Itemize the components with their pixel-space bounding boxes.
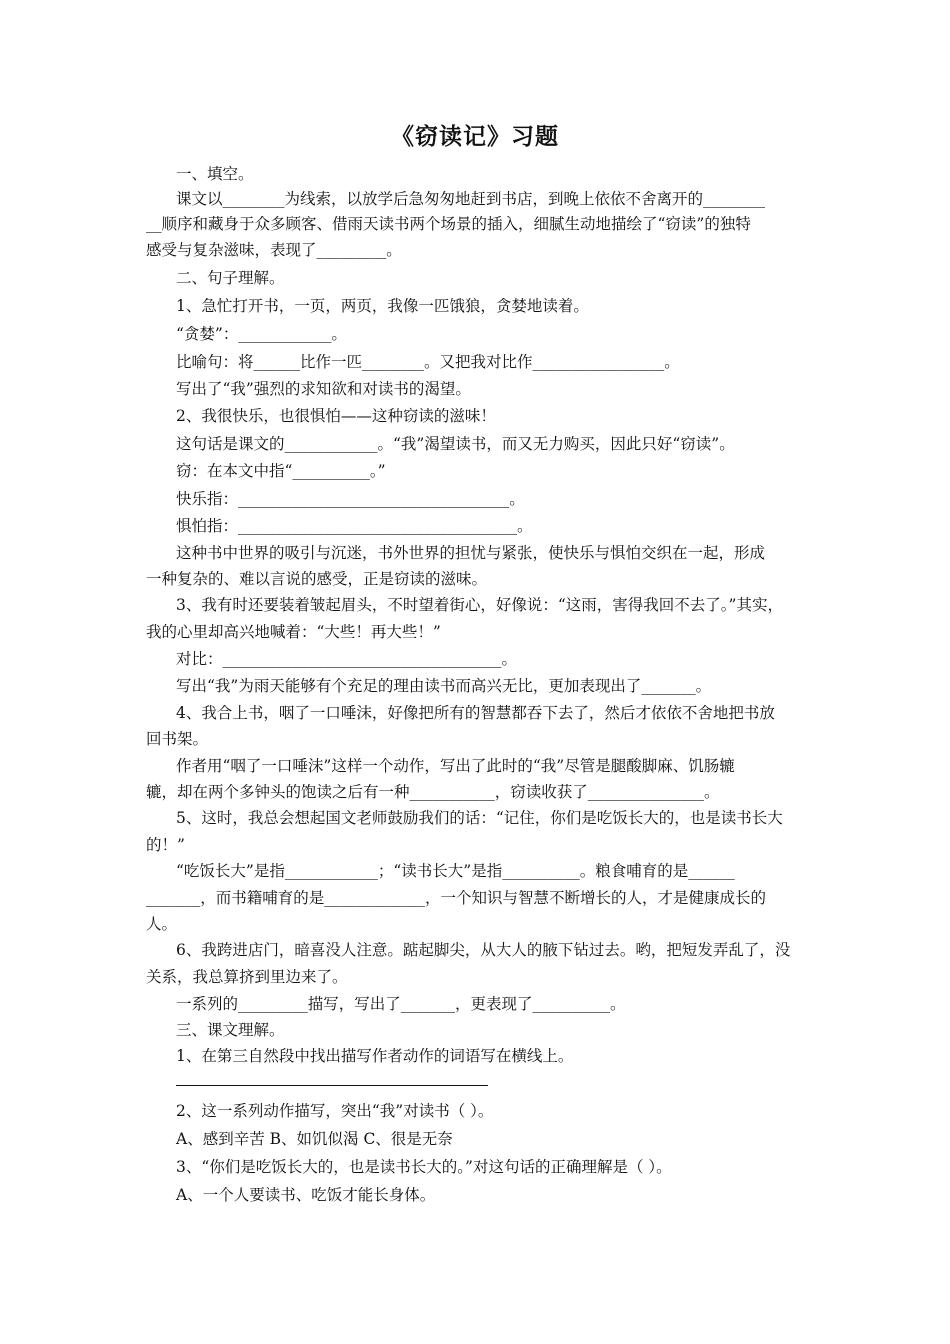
text-line: 这句话是课文的____________。“我”渴望读书，而又无力购买，因此只好“窃读”。: [176, 435, 735, 453]
question-line: 2、我很快乐，也很惧怕——这种窃读的滋味！: [176, 407, 496, 425]
question-line: 4、我合上书，咽了一口唾沫，好像把所有的智慧都吞下去了，然后才依依不舍地把书放: [176, 704, 775, 722]
text-line: _______，而书籍哺育的是_____________，一个知识与智慧不断增长的人，才是健康成长的: [146, 889, 767, 907]
text-line: 这种书中世界的吸引与沉迷，书外世界的担忧与紧张，使快乐与惧怕交织在一起，形成: [176, 544, 766, 562]
text-line: 一种复杂的、难以言说的感受，正是窃读的滋味。: [146, 570, 488, 588]
question-line: 1、急忙打开书，一页，两页，我像一匹饿狼，贪婪地读着。: [176, 297, 589, 315]
text-line: 比喻句：将______比作一匹________。又把我对比作_________________。: [176, 353, 680, 371]
question-line: 3、我有时还要装着皱起眉头，不时望着街心，好像说：“这雨，害得我回不去了。”其实，: [176, 596, 783, 614]
section-heading: 二、句子理解。: [176, 269, 285, 287]
question-line: 2、这一系列动作描写，突出“我”对读书（ ）。: [176, 1102, 494, 1120]
section-heading: 一、填空。: [176, 165, 254, 183]
text-line: 辘，却在两个多钟头的饱读之后有一种___________，窃读收获了_______________。: [146, 783, 720, 801]
text-line: 课文以________为线索，以放学后急匆匆地赶到书店，到晚上依依不舍离开的________: [176, 190, 766, 208]
text-line: 快乐指：___________________________________。: [176, 490, 525, 508]
text-line: 对比：____________________________________。: [176, 650, 518, 668]
answer-option: A、一个人要读书、吃饭才能长身体。: [176, 1186, 436, 1204]
text-line: 一系列的_________描写，写出了_______，更表现了__________。: [176, 995, 626, 1013]
text-line: 惧怕指：____________________________________。: [176, 517, 533, 535]
question-line: 1、在第三自然段中找出描写作者动作的词语写在横线上。: [176, 1047, 574, 1065]
question-line: 3、“你们是吃饭长大的，也是读书长大的。”对这句话的正确理解是（ ）。: [176, 1158, 672, 1176]
page-title: 《窃读记》习题: [391, 123, 559, 150]
text-line: 感受与复杂滋味，表现了_________。: [146, 241, 402, 259]
text-line: 作者用“咽了一口唾沫”这样一个动作，写出了此时的“我”尽管是腿酸脚麻、饥肠辘: [176, 757, 735, 775]
answer-options: A、感到辛苦 B、如饥似渴 C、很是无奈: [176, 1130, 453, 1148]
text-line: 的！”: [146, 836, 185, 854]
text-line: __顺序和藏身于众多顾客、借雨天读书两个场景的插入，细腻生动地描绘了“窃读”的独特: [146, 215, 751, 233]
text-line: “贪婪”：____________。: [176, 325, 347, 343]
answer-line: [176, 1085, 488, 1086]
text-line: 窃：在本文中指“__________。”: [176, 462, 386, 480]
text-line: 写出了“我”强烈的求知欲和对读书的渴望。: [176, 380, 471, 398]
text-line: 我的心里却高兴地喊着：“大些！再大些！”: [146, 623, 441, 641]
question-line: 6、我跨进店门，暗喜没人注意。踮起脚尖，从大人的腋下钻过去。哟，把短发弄乱了，没: [176, 941, 791, 959]
question-line: 5、这时，我总会想起国文老师鼓励我们的话：“记住，你们是吃饭长大的，也是读书长大: [176, 809, 783, 827]
section-heading: 三、课文理解。: [176, 1021, 285, 1039]
text-line: “吃饭长大”是指____________；“读书长大”是指__________。粮食哺育的是______: [176, 862, 735, 880]
text-line: 关系，我总算挤到里边来了。: [146, 968, 348, 986]
text-line: 人。: [146, 915, 178, 933]
text-line: 写出“我”为雨天能够有个充足的理由读书而高兴无比，更加表现出了_______。: [176, 677, 712, 695]
text-line: 回书架。: [146, 730, 209, 748]
